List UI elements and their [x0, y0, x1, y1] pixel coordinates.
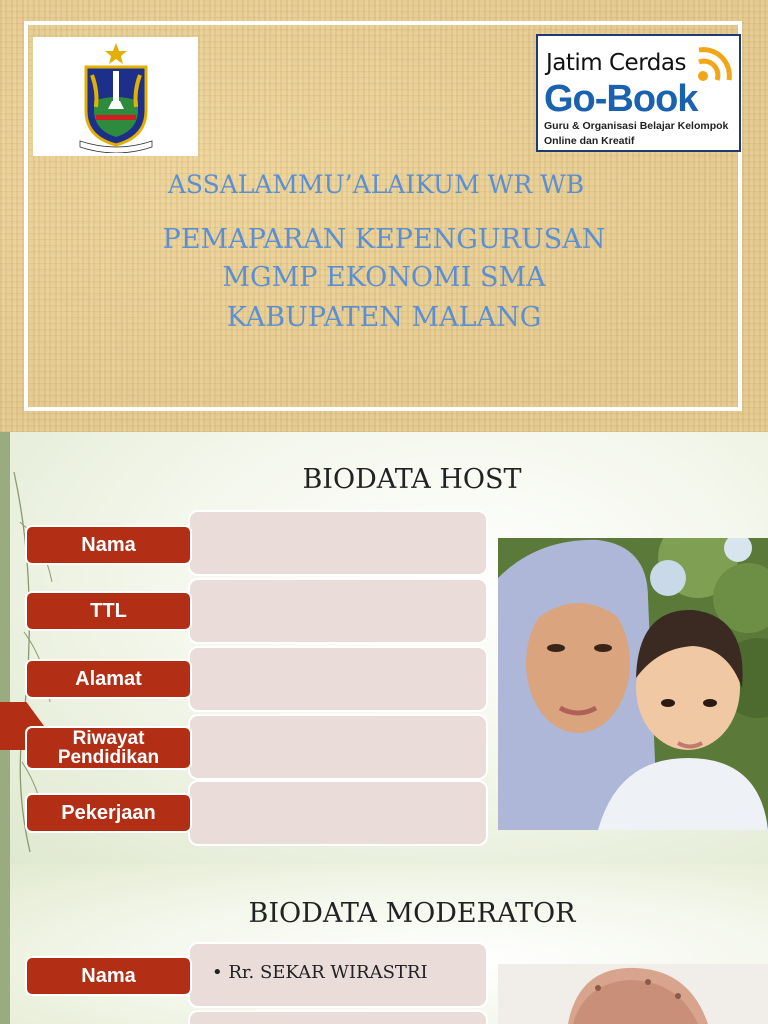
jatim-province-logo	[33, 37, 198, 156]
nama-label: Nama	[27, 527, 190, 563]
ttl-label: TTL	[27, 593, 190, 629]
biodata-host-slide	[0, 432, 768, 864]
title-slide	[0, 0, 768, 432]
go-book-title: Go-Book	[544, 78, 698, 120]
moderator-photo-image	[498, 964, 768, 1024]
go-book-logo	[536, 34, 741, 152]
alamat-value-box	[190, 648, 486, 710]
pekerjaan-label: Pekerjaan	[27, 795, 190, 831]
pekerjaan-value-box	[190, 782, 486, 844]
slide-side-bar	[0, 864, 10, 1024]
title-line-1: PEMAPARAN KEPENGURUSAN	[162, 224, 606, 255]
riwayat-pendidikan-label: Riwayat Pendidikan	[27, 728, 190, 768]
wifi-signal-icon	[695, 40, 735, 84]
slide-title: BIODATA MODERATOR	[248, 898, 576, 929]
ttl-value-box	[190, 580, 486, 642]
jatim-province-crest-icon	[76, 41, 156, 153]
nama-value-box	[190, 512, 486, 574]
biodata-moderator-slide	[0, 864, 768, 1024]
alamat-label: Alamat	[27, 661, 190, 697]
host-photo-image	[498, 538, 768, 830]
moderator-nama-value-box	[190, 944, 486, 1006]
go-book-tagline: Jatim Cerdas	[546, 50, 686, 76]
moderator-nama-value: • Rr. SEKAR WIRASTRI	[212, 962, 428, 983]
title-line-3: KABUPATEN MALANG	[226, 302, 542, 333]
go-book-subtitle-line1: Guru & Organisasi Belajar Kelompok	[544, 120, 729, 132]
moderator-photo	[498, 964, 768, 1024]
moderator-nama-label: Nama	[27, 958, 190, 994]
greeting-text: ASSALAMMU’ALAIKUM WR WB	[167, 170, 585, 199]
riwayat-pendidikan-value-box	[190, 716, 486, 778]
slide-title: BIODATA HOST	[302, 464, 522, 495]
title-line-2: MGMP EKONOMI SMA	[222, 262, 546, 293]
go-book-subtitle-line2: Online dan Kreatif	[544, 135, 635, 147]
host-photo	[498, 538, 768, 830]
moderator-next-value-box	[190, 1012, 486, 1024]
